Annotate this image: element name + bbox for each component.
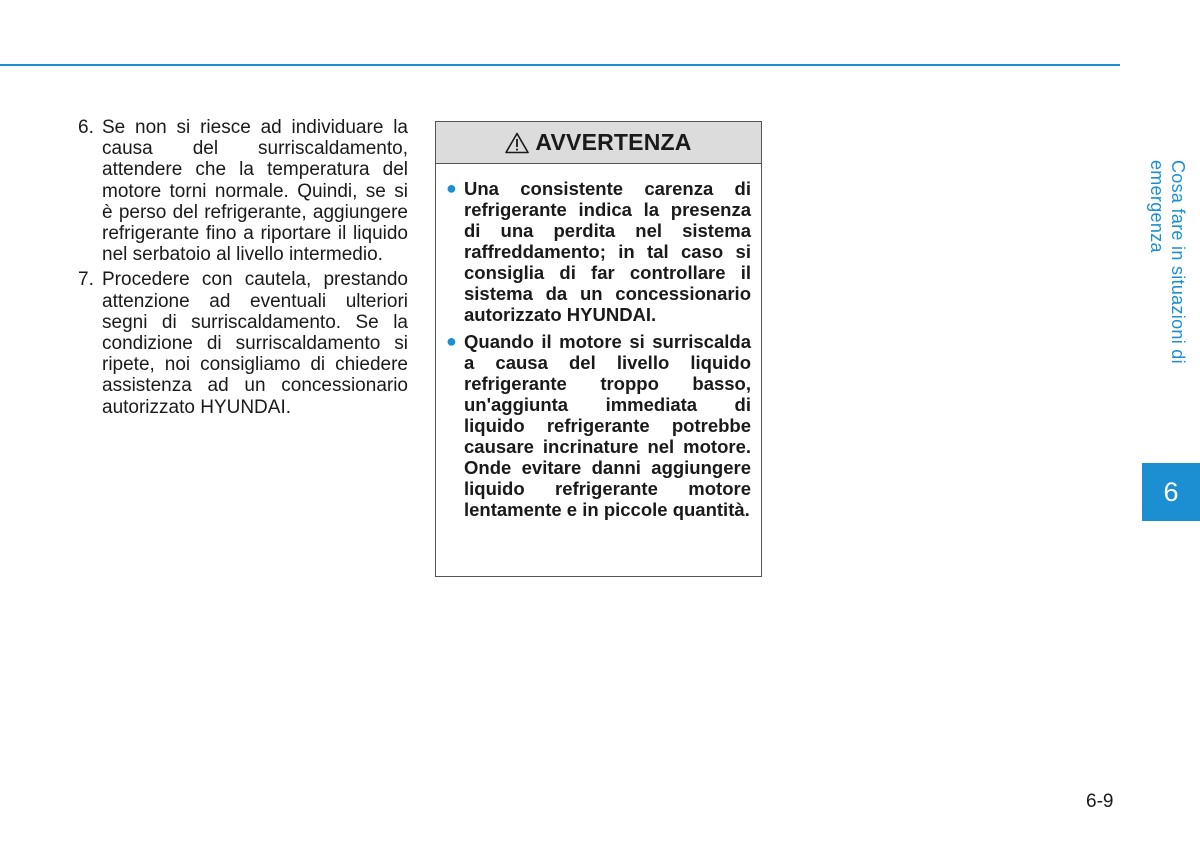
section-title: Cosa fare in situazioni di emergenza [1147, 160, 1188, 364]
step-number: 6. [78, 117, 94, 138]
step-6 [78, 117, 408, 265]
warning-header [436, 122, 761, 164]
procedure-steps [78, 117, 408, 422]
bullet-icon: ● [446, 178, 457, 198]
page-number: 6-9 [1086, 791, 1114, 812]
warning-list [436, 164, 761, 520]
bullet-icon: ● [446, 331, 457, 351]
step-7 [78, 269, 408, 417]
step-text: Se non si riesce ad individuare la causa del surriscaldamento, attendere che la temperatura del motore torni normale. Quindi, se si è perso del refrigerante, aggiungere refrigerante fino a riportare il liquido nel serbatoio al livello intermedio. [102, 117, 408, 266]
warning-item [446, 178, 751, 325]
warning-item [446, 331, 751, 520]
warning-box [435, 121, 762, 577]
step-text: Procedere con cautela, prestando attenzione ad eventuali ulteriori segni di surriscaldamento. Se la condizione di surriscaldamento si ripete, noi consigliamo di chiedere assistenza ad un concessionario autorizzato HYUNDAI. [102, 269, 408, 418]
warning-item-text: Quando il motore si surriscalda a causa del livello liquido refrigerante troppo basso, un'aggiunta immediata di liquido refrigerante potrebbe causare incrinature nel motore. Onde evitare danni aggiungere liquido refrigerante motore lentamente e in piccole quantità. [464, 331, 751, 520]
warning-triangle-icon [505, 132, 529, 154]
step-number: 7. [78, 269, 94, 291]
warning-item-text: Una consistente carenza di refrigerante indica la presenza di una perdita nel sistema raffreddamento; in tal caso si consiglia di far controllare il sistema da un concessionario autorizzato HYUNDAI. [464, 178, 751, 325]
chapter-tab: 6 [1142, 463, 1200, 521]
top-rule [0, 64, 1120, 66]
warning-title: AVVERTENZA [535, 129, 692, 155]
